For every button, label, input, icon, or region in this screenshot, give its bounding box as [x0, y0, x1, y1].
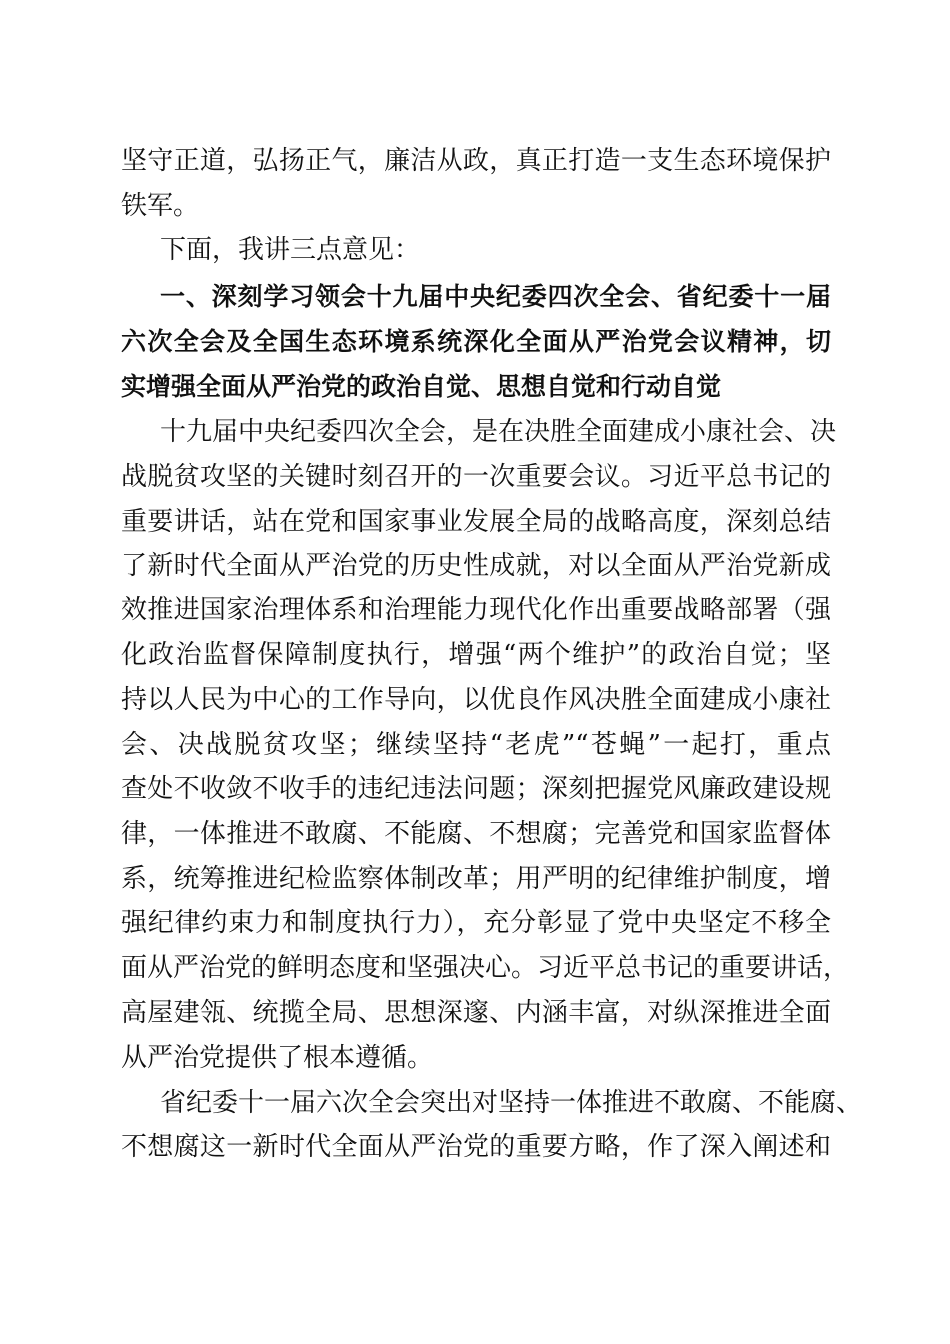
paragraph-1-line-11: 系，统筹推进纪检监察体制改革；用严明的纪律维护制度，增 — [121, 864, 831, 894]
paragraph-1-line-15: 从严治党提供了根本遵循。 — [121, 1043, 434, 1073]
paragraph-1-line-9: 查处不收敛不收手的违纪违法问题；深刻把握党风廉政建设规 — [121, 774, 831, 804]
section-heading-line-1: 一、深刻学习领会十九届中央纪委四次全会、省纪委十一届 — [160, 282, 831, 311]
paragraph-1-line-5: 效推进国家治理体系和治理能力现代化作出重要战略部署（强 — [121, 595, 831, 625]
paragraph-1-line-13: 面从严治党的鲜明态度和坚强决心。习近平总书记的重要讲话， — [121, 953, 850, 983]
paragraph-1-line-2: 战脱贫攻坚的关键时刻召开的一次重要会议。习近平总书记的 — [121, 462, 831, 492]
paragraph-1-line-4: 了新时代全面从严治党的历史性成就，对以全面从严治党新成 — [121, 551, 831, 581]
paragraph-1-line-3: 重要讲话，站在党和国家事业发展全局的战略高度，深刻总结 — [121, 507, 831, 537]
section-heading-line-2: 六次全会及全国生态环境系统深化全面从严治党会议精神，切 — [121, 327, 831, 356]
paragraph-1-line-10: 律，一体推进不敢腐、不能腐、不想腐；完善党和国家监督体 — [121, 819, 831, 849]
paragraph-1-line-14: 高屋建瓴、统揽全局、思想深邃、内涵丰富，对纵深推进全面 — [121, 998, 831, 1028]
section-heading-line-3: 实增强全面从严治党的政治自觉、思想自觉和行动自觉 — [121, 372, 722, 401]
paragraph-1-line-1: 十九届中央纪委四次全会，是在决胜全面建成小康社会、决 — [160, 417, 837, 447]
paragraph-1-line-12: 强纪律约束力和制度执行力），充分彰显了党中央坚定不移全 — [121, 908, 831, 938]
paragraph-2-line-1: 省纪委十一届六次全会突出对坚持一体推进不敢腐、不能腐、 — [160, 1088, 863, 1118]
paragraph-1-line-7: 持以人民为中心的工作导向，以优良作风决胜全面建成小康社 — [121, 685, 831, 715]
intro-line-2: 铁军。 — [121, 191, 200, 221]
paragraph-1-line-6: 化政治监督保障制度执行，增强“两个维护”的政治自觉；坚 — [121, 640, 831, 670]
transition-text: 下面，我讲三点意见： — [160, 235, 421, 265]
paragraph-2-line-2: 不想腐这一新时代全面从严治党的重要方略，作了深入阐述和 — [121, 1132, 831, 1162]
intro-line-1: 坚守正道，弘扬正气，廉洁从政，真正打造一支生态环境保护 — [121, 146, 831, 176]
paragraph-1-line-8: 会、决战脱贫攻坚；继续坚持“老虎”“苍蝇”一起打，重点 — [121, 730, 831, 760]
